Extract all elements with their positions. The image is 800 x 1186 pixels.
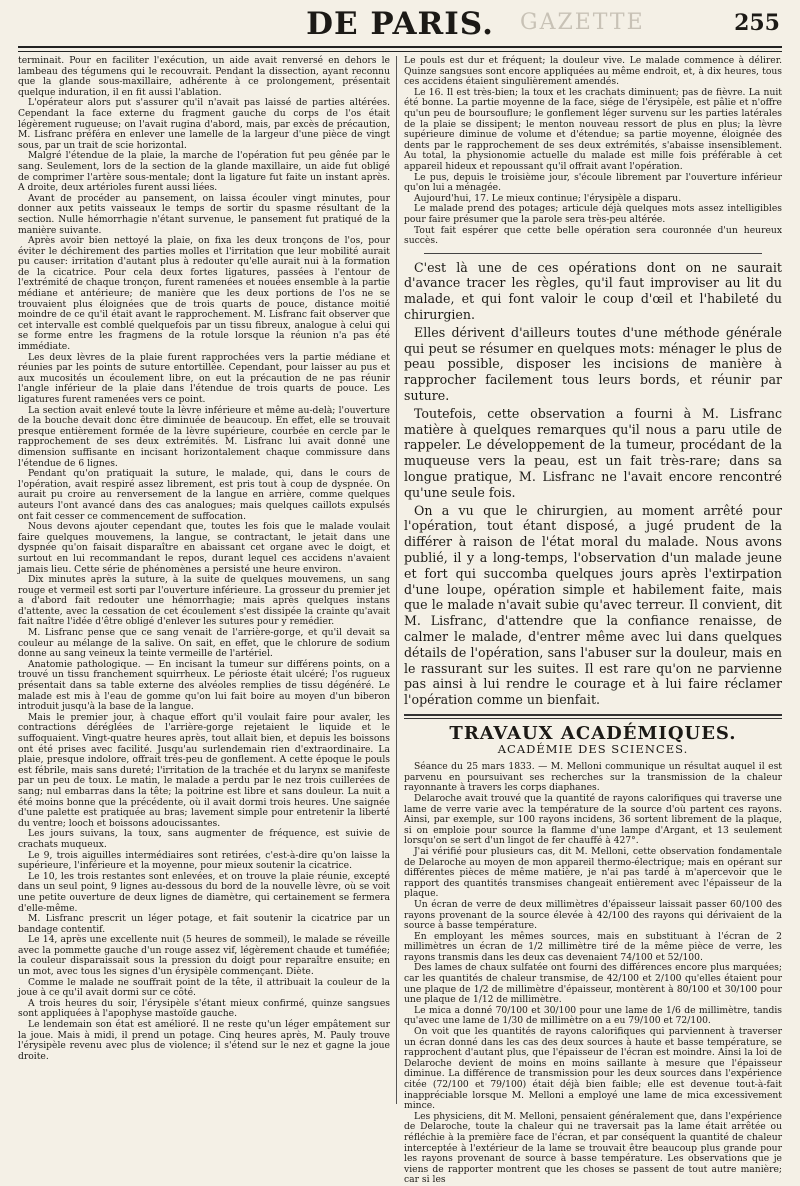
paragraph: Tout fait espérer que cette belle opération sera couronnée d'un heureux succès.	[404, 224, 782, 247]
paragraph: Le 16. Il est très-bien; la toux et les crachats diminuent; pas de fièvre. La nuit été bonne. La partie moyenne de la face, siége de l'érysipèle, est pâlie et n'offre qu'un peu de boursouflure; le gonflement léger survenu sur les parties latérales de la plaie se dissipent; le menton nouveau ressort de plus en plus; la lèvre supérieure diminue de volume et d'étendue; sa partie moyenne, éloignée des dents par le rapprochement de ses deux extrémités, s'abaisse insensiblement. Au total, la physionomie actuelle du malade est mille fois préférable à cet appareil hideux et repoussant qu'il offrait avant l'opération.	[404, 86, 782, 172]
paragraph: Nous devons ajouter cependant que, toutes les fois que le malade voulait faire quelques mouvemens, la langue, se contractant, le jetait dans une dyspnée qu'on faisait disparaître en abaissant cet organe avec le doigt, et surtout en lui recommandant le repos, durant lequel ces accidens n'avaient jamais lieu. Cette série de phénomènes a persisté une heure environ.	[18, 521, 390, 575]
header-rule	[18, 46, 782, 52]
paragraph: Elles dérivent d'ailleurs toutes d'une méthode générale qui peut se résumer en quelques mots: ménager le plus de peau possible, disposer les incisions de manière à rapprocher facilement tous leurs bords, et réunir par suture.	[404, 324, 782, 404]
paragraph: On a vu que le chirurgien, au moment arrêté pour l'opération, tout étant disposé, a jugé prudent de la différer à raison de l'état moral du malade. Nous avons publié, il y a long-temps, l'observation d'un malade jeune et fort qui succomba quelques jours après l'extirpation d'une loupe, opération simple et habilement faite, mais que le malade n'avait subie qu'avec terreur. Il convient, dit M. Lisfranc, d'attendre que la confiance renaisse, de calmer le malade, d'entrer même avec lui dans quelques détails de l'opération, sans l'abuser sur la douleur, mais en le rassurant sur les suites. Il est rare qu'on ne parvienne pas ainsi à lui rendre le courage et à lui faire réclamer l'opération comme un bienfait.	[404, 502, 782, 708]
paragraph: Pendant qu'on pratiquait la suture, le malade, qui, dans le cours de l'opération, avait respiré assez librement, est pris tout à coup de dyspnée. On aurait pu croire au renversement de la langue en arrière, comme quelques auteurs l'ont avancé dans des cas analogues; mais quelques caillots expulsés ont fait cesser ce commencement de suffocation.	[18, 468, 390, 522]
paragraph: Toutefois, cette observation a fourni à M. Lisfranc matière à quelques remarques qu'il nous a paru utile de rappeler. Le développement de la tumeur, procédant de la muqueuse vers la peau, est un fait très-rare; dans sa longue pratique, M. Lisfranc ne l'avait encore rencontré qu'une seule fois.	[404, 405, 782, 500]
paragraph: Les jours suivans, la toux, sans augmenter de fréquence, est suivie de crachats muqueux.	[18, 828, 390, 850]
paragraph: La section avait enlevé toute la lèvre inférieure et même au-delà; l'ouverture de la bouche devait donc être diminuée de beaucoup. En effet, elle se trouvait presque entièrement formée de la lèvre supérieure, courbée en cercle par le rapprochement de ses deux extrémités. M. Lisfranc lui avait donné une dimension suffisante en incisant horizontalement chaque commissure dans l'étendue de 6 lignes.	[18, 404, 390, 469]
right-column-top	[404, 56, 782, 247]
paragraph: L'opérateur alors put s'assurer qu'il n'avait pas laissé de parties altérées. Cependant la face externe du fragment gauche du corps de l'os était légèrement rugueuse; on l'avait rugina d'abord, mais, par excès de précaution, M. Lisfranc préféra en enlever une lamelle de la largeur d'une pièce de vingt sous, par un trait de scie horizontal.	[18, 97, 390, 151]
paragraph: Les deux lèvres de la plaie furent rapprochées vers la partie médiane et réunies par les points de suture entortillée. Cependant, pour laisser au pus et aux mucosités un écoulement libre, on eut la précaution de ne pas réunir l'angle inférieur de la plaie dans l'étendue de trois quarts de pouce. Les ligatures furent ramenées vers ce point.	[18, 351, 390, 405]
section-title: TRAVAUX ACADÉMIQUES.	[449, 723, 737, 744]
paragraph: Un écran de verre de deux millimètres d'épaisseur laissait passer 60/100 des rayons provenant de la source élevée à 42/100 des rayons qui dérivaient de la source à basse température.	[404, 898, 782, 932]
paragraph: Après avoir bien nettoyé la plaie, on fixa les deux tronçons de l'os, pour éviter le déchirement des parties molles et l'irritation que leur mobilité aurait pu causer: irritation d'autant plus à redouter qu'elle aurait nui à la formation de la cicatrice. Pour cela deux fortes ligatures, passées à l'entour de l'extrémité de chaque tronçon, furent ramenées et nouées ensemble à la partie médiane et antérieure; de manière que les deux portions de l'os ne se trouvaient plus éloignées que de trois quarts de pouce, distance moitié moindre de ce qu'il était avant le rapprochement. M. Lisfranc fait observer que cet intervalle est comblé quelquefois par un tissu fibreux, analogue à celui qui se forme entre les fragmens de la rotule lorsque la réunion n'a pas été immédiate.	[18, 235, 390, 353]
paragraph: Avant de procéder au pansement, on laissa écouler vingt minutes, pour donner aux petits vaisseaux le temps de sortir du spasme résultant de la section. Nulle hémorrhagie n'étant survenue, le pansement fut pratiqué de la manière suivante.	[18, 192, 390, 236]
section-subtitle: ACADÉMIE DES SCIENCES.	[497, 741, 689, 756]
bleed-through-header: GAZETTE	[520, 10, 645, 35]
paragraph: Le 10, les trois restantes sont enlevées, et on trouve la plaie réunie, excepté dans un seul point, 9 lignes au-dessous du bord de la nouvelle lèvre, où se voit une petite ouverture de deux lignes de diamètre, qui certainement se fermera d'elle-même.	[18, 870, 390, 914]
paragraph: M. Lisfranc pense que ce sang venait de l'arrière-gorge, et qu'il devait sa couleur au mélange de la salive. On sait, en effet, que le chlorure de sodium donne au sang veineux la teinte vermeille de l'artériel.	[18, 627, 390, 660]
paragraph: Mais le premier jour, à chaque effort qu'il voulait faire pour avaler, les contractions déréglées de l'arrière-gorge rejetaient le liquide et le suffoquaient. Vingt-quatre heures après, tout allait bien, et depuis les boissons ont été prises avec facilité. Jusqu'au surlendemain rien d'extraordinaire. La plaie, presque indolore, offrait très-peu de gonflement. A cette époque le pouls est fébrile, mais sans dureté; l'irritation de la trachée et du larynx se manifeste par un peu de toux. Le matin, le malade a perdu par le nez trois cuillerées de sang; nul embarras dans la tête; la poitrine est libre et sans douleur. La nuit a été moins bonne que la précédente, où il avait dormi trois heures. Une saignée d'une palette est pratiquée au bras; lavement simple pour entretenir la liberté du ventre; looch et boissons adoucissantes.	[18, 711, 390, 829]
column-divider	[396, 56, 397, 1104]
paragraph: terminait. Pour en faciliter l'exécution, un aide avait renversé en dehors le lambeau des tégumens qui le recouvrait. Pendant la dissection, ayant reconnu que la glande sous-maxillaire, adhérente à ce prolongement, présentait quelque induration, il en fit aussi l'ablation.	[18, 55, 390, 98]
paragraph: Comme le malade ne souffrait point de la tête, il attribuait la couleur de la joue à ce qu'il avait dormi sur ce côté.	[18, 976, 390, 999]
paragraph: Delaroche avait trouvé que la quantité de rayons calorifiques qui traverse une lame de verre varie avec la température de la source d'où partent ces rayons. Ainsi, par exemple, sur 100 rayons incidens, 36 sortent librement de la plaque, si on emploie pour source la flamme d'une lampe d'Argant, et 13 seulement lorsqu'on se sert d'un lingot de fer chauffé à 427°.	[404, 792, 782, 847]
paragraph: Les physiciens, dit M. Melloni, pensaient généralement que, dans l'expérience de Delaroche, toute la chaleur qui ne traversait pas la lame était arrêtée ou réfléchie à la première face de l'écran, et par conséquent la quantité de chaleur interceptée à l'extérieur de la lame se trouvait être beaucoup plus grande pour les rayons provenant de source à basse température. Les observations que je viens de rapporter montrent que les choses se passent de tout autre manière; car si les	[404, 1110, 782, 1186]
paragraph: Le 14, après une excellente nuit (5 heures de sommeil), le malade se réveille avec la pommette gauche d'un rouge assez vif, légèrement chaude et tuméfiée; la couleur disparaissait sous la pression du doigt pour reparaître ensuite; en un mot, avec tous les signes d'un érysipèle commençant. Diète.	[18, 934, 390, 978]
right-column-commentary	[404, 260, 782, 708]
right-column	[404, 56, 782, 1186]
paragraph: M. Lisfranc prescrit un léger potage, et fait soutenir la cicatrice par un bandage contentif.	[18, 913, 390, 935]
left-column	[18, 56, 390, 1062]
paragraph: Le 9, trois aiguilles intermédiaires sont retirées, c'est-à-dire qu'on laisse la supérieure, l'inférieure et la moyenne, pour mieux soutenir la cicatrice.	[18, 849, 390, 872]
paragraph: C'est là une de ces opérations dont on ne saurait d'avance tracer les règles, qu'il faut improviser au lit du malade, et qui font valoir le coup d'œil et l'habileté du chirurgien.	[404, 259, 782, 323]
paragraph: Malgré l'étendue de la plaie, la marche de l'opération fut peu gênée par le sang. Seulement, lors de la section de la glande maxillaire, un aide fut obligé de comprimer l'artère sous-mentale; dont la ligature fut faite un instant après. A droite, deux artérioles furent aussi liées.	[18, 150, 390, 194]
page-header-title: DE PARIS.	[306, 6, 494, 42]
paragraph: Séance du 25 mars 1833. — M. Melloni communique un résultat auquel il est parvenu en poursuivant ses recherches sur la transmission de la chaleur rayonnante à travers les corps diaphanes.	[404, 761, 782, 794]
paragraph: Le malade prend des potages; articule déjà quelques mots assez intelligibles pour faire présumer que la parole sera très-peu altérée.	[404, 203, 782, 225]
paragraph: On voit que les quantités de rayons calorifiques qui parviennent à traverser un écran donné dans les cas des deux sources à haute et basse température, se rapprochent d'autant plus, que l'épaisseur de l'écran est moindre. Ainsi la loi de Delaroche devient de moins en moins saillante à mesure que l'épaisseur diminue. La différence de transmission pour les deux sources dans l'expérience citée (72/100 et 79/100) était déjà bien faible; elle est devenue tout-à-fait inappréciable lorsque M. Melloni a employé une lame de mica excessivement mince.	[404, 1026, 782, 1112]
short-rule	[424, 253, 762, 254]
paragraph: Le mica a donné 70/100 et 30/100 pour une lame de 1/6 de millimètre, tandis qu'avec une lame de 1/30 de millimètre on a eu 79/100 et 72/100.	[404, 1004, 782, 1027]
paragraph: Aujourd'hui, 17. Le mieux continue; l'érysipèle a disparu.	[414, 192, 682, 204]
paragraph: En employant les mêmes sources, mais en substituant à l'écran de 2 millimètres un écran de 1/2 millimètre tiré de la même pièce de verre, les rayons transmis dans les deux cas devenaient 74/100 et 52/100.	[404, 930, 782, 963]
right-column-bottom	[404, 762, 782, 1186]
section-rule	[404, 714, 782, 719]
paragraph: Le pouls est dur et fréquent; la douleur vive. Le malade commence à délirer. Quinze sangsues sont encore appliquées au même endroit, et, à dix heures, tous ces accidens étaient singulièrement amendés.	[404, 55, 782, 88]
paragraph: Dix minutes après la suture, à la suite de quelques mouvemens, un sang rouge et vermeil est sorti par l'ouverture inférieure. La grosseur du premier jet a d'abord fait redouter une hémorrhagie; mais après quelques instans d'attente, avec la cessation de cet écoulement s'est dissipée la crainte qu'avait fait naître l'idée d'être obligé d'enlever les sutures pour y remédier.	[18, 574, 390, 628]
paragraph: Anatomie pathologique. — En incisant la tumeur sur différens points, on a trouvé un tissu franchement squirrheux. Le périoste était ulcéré; l'os rugueux présentait dans sa table externe des alvéoles remplies de tissu dégénéré. Le malade est mis à l'eau de gomme qu'on lui fait boire au moyen d'un biberon introduit jusqu'à la base de la langue.	[18, 658, 390, 713]
paragraph: Le lendemain son état est amélioré. Il ne reste qu'un léger empâtement sur la joue. Mais à midi, il prend un potage. Cinq heures après, M. Pauly trouve l'érysipèle revenu avec plus de violence; il s'étend sur le nez et gagne la joue droite.	[18, 1019, 390, 1062]
paragraph: J'ai vérifié pour plusieurs cas, dit M. Melloni, cette observation fondamentale de Delaroche au moyen de mon appareil thermo-électrique; mais en opérant sur différentes pièces de même matière, je n'ai pas tardé à m'apercevoir que le rapport des quantités transmises changeait entièrement avec l'épaisseur de la plaque.	[404, 845, 782, 900]
paragraph: Le pus, depuis le troisième jour, s'écoule librement par l'ouverture inférieur qu'on lui a ménagée.	[404, 171, 782, 194]
paragraph: A trois heures du soir, l'érysipèle s'étant mieux confirmé, quinze sangsues sont appliquées à l'apophyse mastoïde gauche.	[18, 997, 390, 1020]
paragraph: Des lames de chaux sulfatée ont fourni des différences encore plus marquées; car les quantités de chaleur transmise, de 42/100 et 2/100 qu'elles étaient pour une plaque de 1/2 de millimètre d'épaisseur, montèrent à 80/100 et 30/100 pour une plaque de 1/12 de millimètre.	[404, 962, 782, 1006]
page-number: 255	[734, 10, 780, 36]
